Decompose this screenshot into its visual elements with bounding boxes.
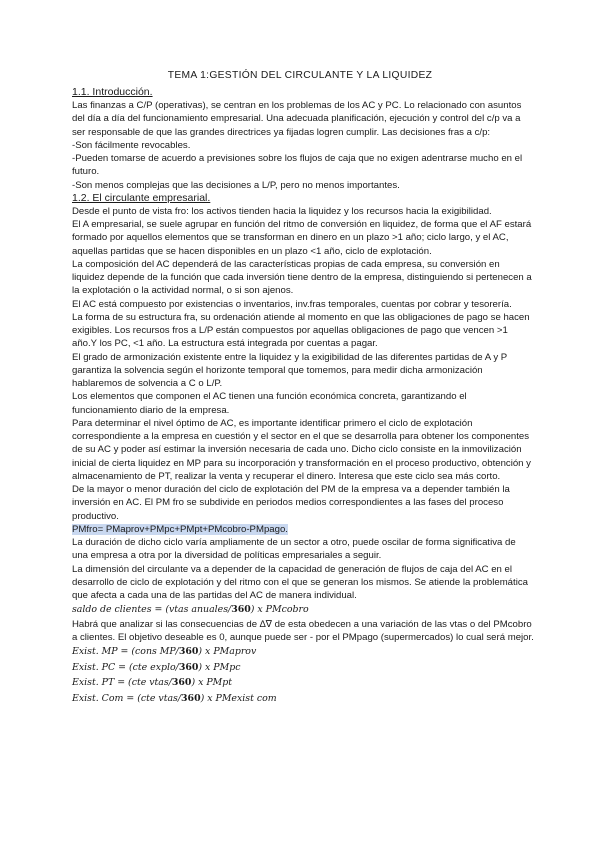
equation-exist-pt: Exist. PT = (cte vtas/360) x PMpt bbox=[72, 677, 233, 689]
paragraph: Las finanzas a C/P (operativas), se centran en los problemas de los AC y PC. Lo relacionado con asuntos del día a día del funcionamiento empresarial. Una adecuada planificación, ejecución y control del c/p va a ser responsable de que las grandes directrices ya fijadas logren cumplir. Las decisiones fras a c/p: bbox=[72, 100, 522, 138]
equation-exist-pc: Exist. PC = (cte explo/360) x PMpc bbox=[72, 661, 241, 673]
section-heading-introduccion: 1.1. Introducción. bbox=[72, 86, 153, 98]
bullet-item: -Son menos complejas que las decisiones a L/P, pero no menos importantes. bbox=[72, 179, 400, 191]
formula-pm-highlight bbox=[72, 523, 534, 536]
section-heading-circulante: 1.2. El circulante empresarial. bbox=[72, 191, 211, 204]
equation-exist-mp: Exist. MP = (cons MP/360) x PMaprov bbox=[72, 646, 257, 658]
paragraph: La forma de su estructura fra, su ordenación atiende al momento en que las obligaciones de pago se hacen exigibles. Los recursos fros a L/P están compuestos por aquellas obligaciones de pago que vencen >1 año.Y los PC, <1 año. La estructura está integrada por cuentas a pagar. bbox=[72, 311, 530, 350]
document-title: TEMA 1:GESTIÓN DEL CIRCULANTE Y LA LIQUIDEZ bbox=[167, 70, 433, 81]
document-body bbox=[72, 86, 534, 706]
paragraph: El grado de armonización existente entre la liquidez y la exigibilidad de las diferentes partidas de A y P garantiza la solvencia según el horizonte temporal que tomemos, para medir dicha armonización hablaremos de solvencia a C o L/P. bbox=[72, 351, 508, 389]
bullet-item: -Pueden tomarse de acuerdo a previsiones sobre los flujos de caja que no exigen adentrarse mucho en el futuro. bbox=[72, 153, 523, 178]
paragraph: De la mayor o menor duración del ciclo de explotación del PM de la empresa va a depender también la inversión en AC. El PM fro se subdivide en periodos medios correspondientes a las fases del proceso productivo. bbox=[72, 484, 510, 522]
highlighted-formula: PMfro= PMaprov+PMpc+PMpt+PMcobro-PMpago. bbox=[72, 523, 288, 535]
paragraph: Desde el punto de vista fro: los activos tienden hacia la liquidez y los recursos hacia la exigibilidad. bbox=[72, 205, 492, 217]
paragraph: Los elementos que componen el AC tienen una función económica concreta, garantizando el funcionamiento diario de la empresa. bbox=[72, 391, 467, 416]
paragraph: Habrá que analizar si las consecuencias de ∆∇ de esta obedecen a una variación de las vtas o del PMcobro a clientes. El objetivo deseable es 0, aunque puede ser - por el PMpago (supermercados) lo cual será mejor. bbox=[72, 618, 534, 643]
equation-exist-com: Exist. Com = (cte vtas/360) x PMexist com bbox=[72, 692, 277, 704]
paragraph: El AC está compuesto por existencias o inventarios, inv.fras temporales, cuentas por cobrar y tesorería. bbox=[72, 298, 512, 310]
bullet-item: -Son fácilmente revocables. bbox=[72, 139, 191, 151]
paragraph: La dimensión del circulante va a depender de la capacidad de generación de flujos de caja del AC en el desarrollo de ciclo de explotación y del ritmo con el que se generan los mismos. Se atiende la problemática que afecta a cada una de las partidas del AC de manera individual. bbox=[72, 563, 528, 601]
paragraph: El A empresarial, se suele agrupar en función del ritmo de conversión en liquidez, de forma que el AF estará formado por aquellos elementos que se transforman en dinero en un plazo >1 año; ciclo largo, y el AC, aquellas partidas que se hacen disponibles en un plazo <1 año, ciclo de explotación. bbox=[72, 219, 532, 257]
equation-saldo-clientes: saldo de clientes = (vtas anuales/360) x PMcobro bbox=[72, 604, 309, 616]
paragraph: La composición del AC dependerá de las características propias de cada empresa, su conversión en liquidez depende de la función que cada inversión tiene dentro de la empresa, distinguiendo si pertenecen a la explotación o la actividad normal, o si son ajenos. bbox=[72, 258, 532, 297]
paragraph: Para determinar el nivel óptimo de AC, es importante identificar primero el ciclo de explotación correspondiente a la empresa en cuestión y el sector en el que se desarrolla para obtener los componentes de su AC y poder así estimar la inversión necesaria de cada uno. Dicho ciclo consiste en la inmovilización inicial de cierta liquidez en MP para su incorporación y transformación en el proceso productivo, obtención y almacenamiento de PT, realizar la venta y recuperar el dinero. Interesa que este ciclo sea más corto. bbox=[72, 417, 531, 482]
paragraph: La duración de dicho ciclo varía ampliamente de un sector a otro, puede oscilar de forma significativa de una empresa a otra por la diversidad de políticas empresariales a seguir. bbox=[72, 537, 516, 562]
